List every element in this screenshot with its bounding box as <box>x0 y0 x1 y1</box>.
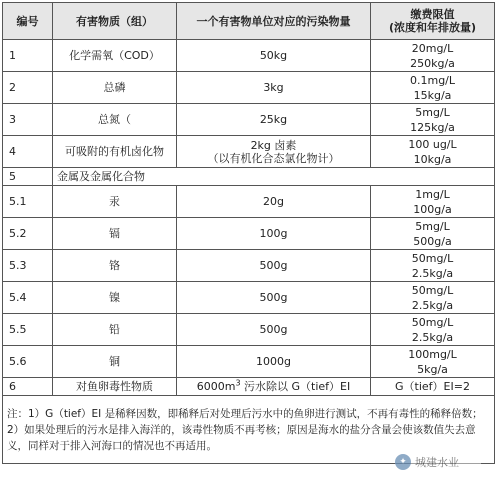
watermark-text: 城建水业 <box>415 456 459 469</box>
row-substance: 化学需氧（COD） <box>53 40 177 72</box>
row-limit-annual: 250kg/a <box>410 56 455 70</box>
row-amount: 50kg <box>177 40 371 72</box>
row-amount: 1000g <box>177 346 371 378</box>
row-substance: 镉 <box>53 218 177 250</box>
row-substance: 总氮（ <box>53 104 177 136</box>
row-amount-exponent: 3 <box>235 378 241 388</box>
row-limit <box>371 346 495 378</box>
row-limit-annual: 2.5kg/a <box>411 330 454 344</box>
table-row <box>3 346 495 378</box>
table-header-row <box>3 3 495 40</box>
row-limit-annual: 15kg/a <box>413 88 452 102</box>
table-row <box>3 136 495 168</box>
row-limit-concentration: 100mg/L <box>408 347 457 361</box>
row-limit-annual: 500g/a <box>413 234 452 248</box>
note-2: 2）如果处理后的污水是排入海洋的，该毒性物质不再考核；原因是海水的盐分含量会使该数值失去意义，同样对于排入河海口的情况也不再适用。 <box>7 423 476 452</box>
row-limit-concentration: 50mg/L <box>411 315 454 329</box>
row-amount <box>177 378 371 396</box>
row-no: 5 <box>3 168 53 186</box>
row-substance: 汞 <box>53 186 177 218</box>
row-substance: 可吸附的有机卤化物 <box>53 136 177 168</box>
row-limit <box>371 282 495 314</box>
row-limit-annual: 100g/a <box>413 202 452 216</box>
note-1: 注：1）G（tief）EI 是稀释因数，即稀释后对处理后污水中的鱼卵进行测试，不再有毒性的稀释倍数； <box>7 407 483 420</box>
row-limit-annual: 10kg/a <box>413 152 452 166</box>
row-no: 5.2 <box>3 218 53 250</box>
header-limit-subtitle: (浓度和年排放量) <box>388 21 477 34</box>
row-no: 5.1 <box>3 186 53 218</box>
row-amount: 25kg <box>177 104 371 136</box>
row-amount-main: 2kg 卤素 <box>250 138 297 152</box>
table-row <box>3 314 495 346</box>
row-limit-annual: 2.5kg/a <box>411 266 454 280</box>
row-limit <box>371 314 495 346</box>
pollutant-fee-table <box>2 2 495 464</box>
row-limit-annual: 5kg/a <box>417 362 448 376</box>
row-limit-concentration: 20mg/L <box>411 41 454 55</box>
header-no: 编号 <box>3 3 53 40</box>
row-no: 1 <box>3 40 53 72</box>
row-amount: 500g <box>177 282 371 314</box>
row-no: 5.3 <box>3 250 53 282</box>
row-no: 2 <box>3 72 53 104</box>
header-limit-title: 缴费限值 <box>410 8 455 21</box>
header-limit <box>371 3 495 40</box>
row-no: 6 <box>3 378 53 396</box>
row-limit-concentration: 50mg/L <box>411 283 454 297</box>
row-amount: 100g <box>177 218 371 250</box>
row-limit-concentration: 0.1mg/L <box>409 73 456 87</box>
row-limit-concentration: 50mg/L <box>411 251 454 265</box>
wechat-logo-icon: ✦ <box>395 454 411 470</box>
row-substance: 铜 <box>53 346 177 378</box>
row-limit <box>371 72 495 104</box>
watermark <box>395 452 481 472</box>
row-limit <box>371 40 495 72</box>
row-limit-concentration: 5mg/L <box>415 219 450 233</box>
table-row <box>3 378 495 396</box>
row-limit-annual: 125kg/a <box>410 120 455 134</box>
header-unit-amount: 一个有害物单位对应的污染物量 <box>177 3 371 40</box>
row-amount-divisor: 污水除以 G（tief）EI <box>240 380 351 393</box>
row-limit <box>371 250 495 282</box>
row-amount: 500g <box>177 250 371 282</box>
row-group-title: 金属及金属化合物 <box>53 168 495 186</box>
row-substance: 铬 <box>53 250 177 282</box>
row-no: 5.6 <box>3 346 53 378</box>
row-no: 5.5 <box>3 314 53 346</box>
row-amount-volume: 6000m <box>196 380 236 393</box>
row-amount: 3kg <box>177 72 371 104</box>
row-substance: 铅 <box>53 314 177 346</box>
row-substance: 镍 <box>53 282 177 314</box>
row-no: 3 <box>3 104 53 136</box>
row-amount: 20g <box>177 186 371 218</box>
table-row <box>3 104 495 136</box>
row-limit-concentration: 100 ug/L <box>408 137 457 151</box>
row-amount-note: （以有机化合态氯化物计） <box>207 151 340 165</box>
row-limit <box>371 136 495 168</box>
table-row <box>3 218 495 250</box>
row-substance: 对鱼卵毒性物质 <box>53 378 177 396</box>
row-limit <box>371 218 495 250</box>
row-no: 5.4 <box>3 282 53 314</box>
row-no: 4 <box>3 136 53 168</box>
table-row <box>3 168 495 186</box>
table-row <box>3 72 495 104</box>
row-limit-concentration: 1mg/L <box>415 187 450 201</box>
row-limit <box>371 104 495 136</box>
table-row <box>3 40 495 72</box>
table-row <box>3 282 495 314</box>
row-limit-concentration: 5mg/L <box>415 105 450 119</box>
table-row <box>3 250 495 282</box>
row-limit-annual: 2.5kg/a <box>411 298 454 312</box>
row-substance: 总磷 <box>53 72 177 104</box>
row-limit <box>371 186 495 218</box>
row-limit: G（tief）EI=2 <box>371 378 495 396</box>
row-amount: 500g <box>177 314 371 346</box>
table-row <box>3 186 495 218</box>
header-substance: 有害物质（组） <box>53 3 177 40</box>
row-amount <box>177 136 371 168</box>
